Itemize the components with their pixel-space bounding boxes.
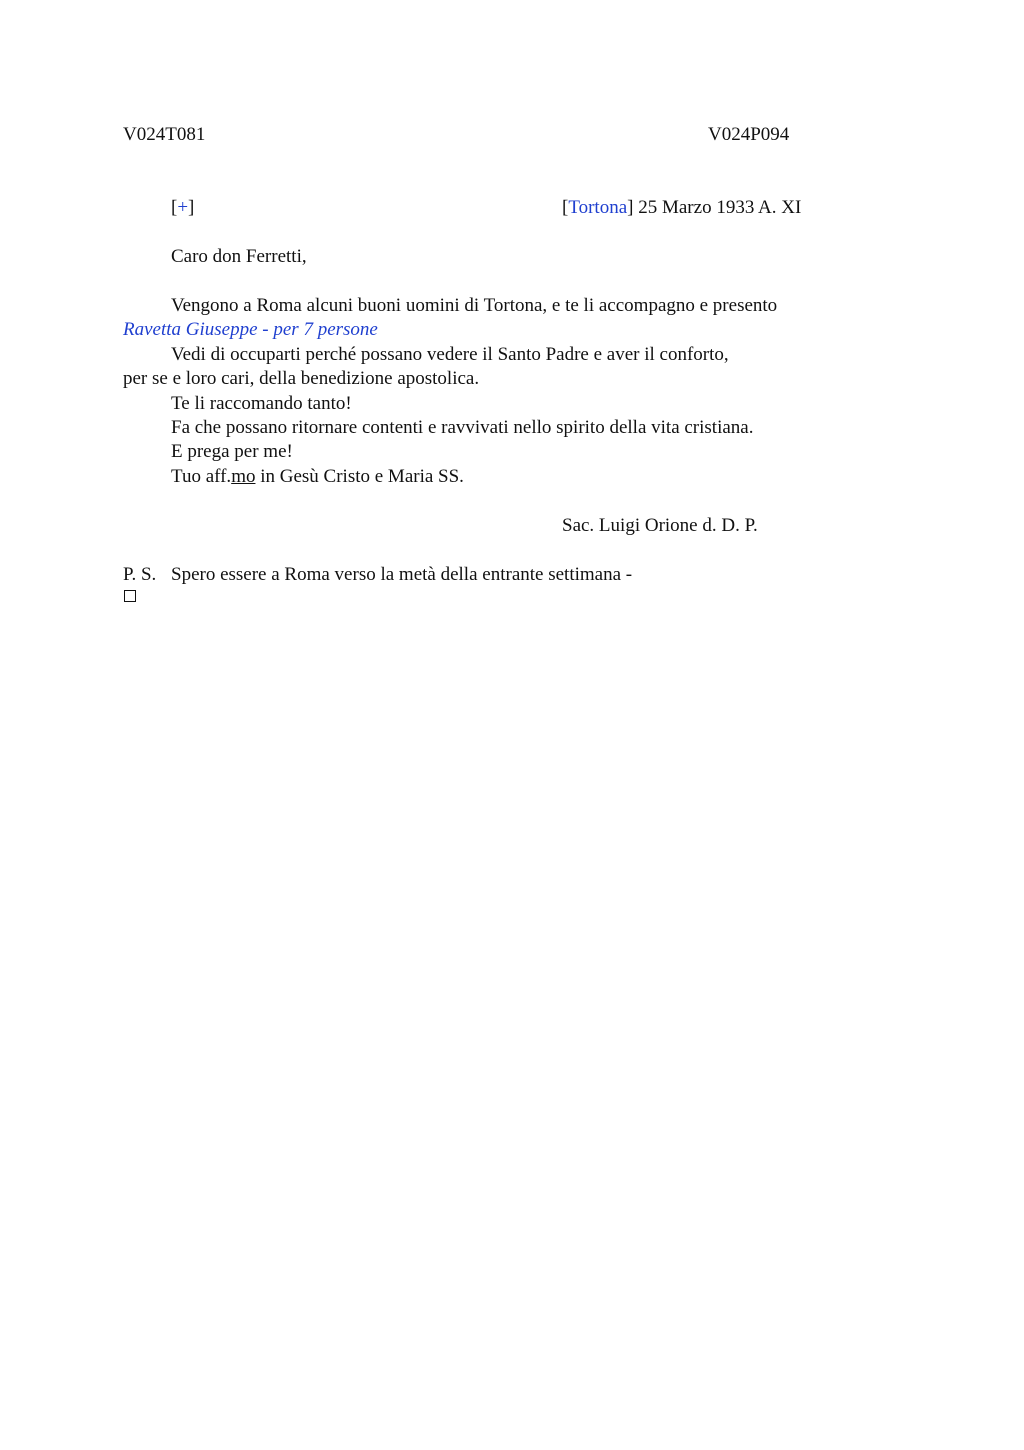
body-line-6: E prega per me!: [171, 441, 293, 462]
place-date-line: [Tortona] 25 Marzo 1933 A. XI: [562, 197, 802, 218]
salutation: Caro don Ferretti,: [171, 246, 307, 267]
end-square-icon: [124, 590, 136, 602]
annotation-note: Ravetta Giuseppe - per 7 persone: [123, 319, 378, 340]
postscript-label: P. S.: [123, 564, 157, 585]
signature: Sac. Luigi Orione d. D. P.: [562, 515, 758, 536]
document-code-right: V024P094: [708, 124, 790, 145]
body-line-1: Vengono a Roma alcuni buoni uomini di Tortona, e te li accompagno e presento: [171, 295, 778, 316]
body-line-5: Fa che possano ritornare contenti e ravvivati nello spirito della vita cristiana.: [171, 417, 754, 438]
place-link[interactable]: Tortona: [568, 197, 628, 218]
date-text: 25 Marzo 1933 A. XI: [633, 197, 802, 218]
cross-marker: [+]: [171, 197, 195, 218]
cross-link[interactable]: +: [177, 197, 189, 218]
body-line-4: Te li raccomando tanto!: [171, 393, 352, 414]
postscript-text: Spero essere a Roma verso la metà della entrante settimana -: [171, 564, 633, 585]
body-line-3: per se e loro cari, della benedizione apostolica.: [123, 368, 480, 389]
document-code-left: V024T081: [123, 124, 206, 145]
closing-line: Tuo aff.mo in Gesù Cristo e Maria SS.: [171, 466, 464, 487]
body-line-2: Vedi di occuparti perché possano vedere il Santo Padre e aver il conforto,: [171, 344, 729, 365]
